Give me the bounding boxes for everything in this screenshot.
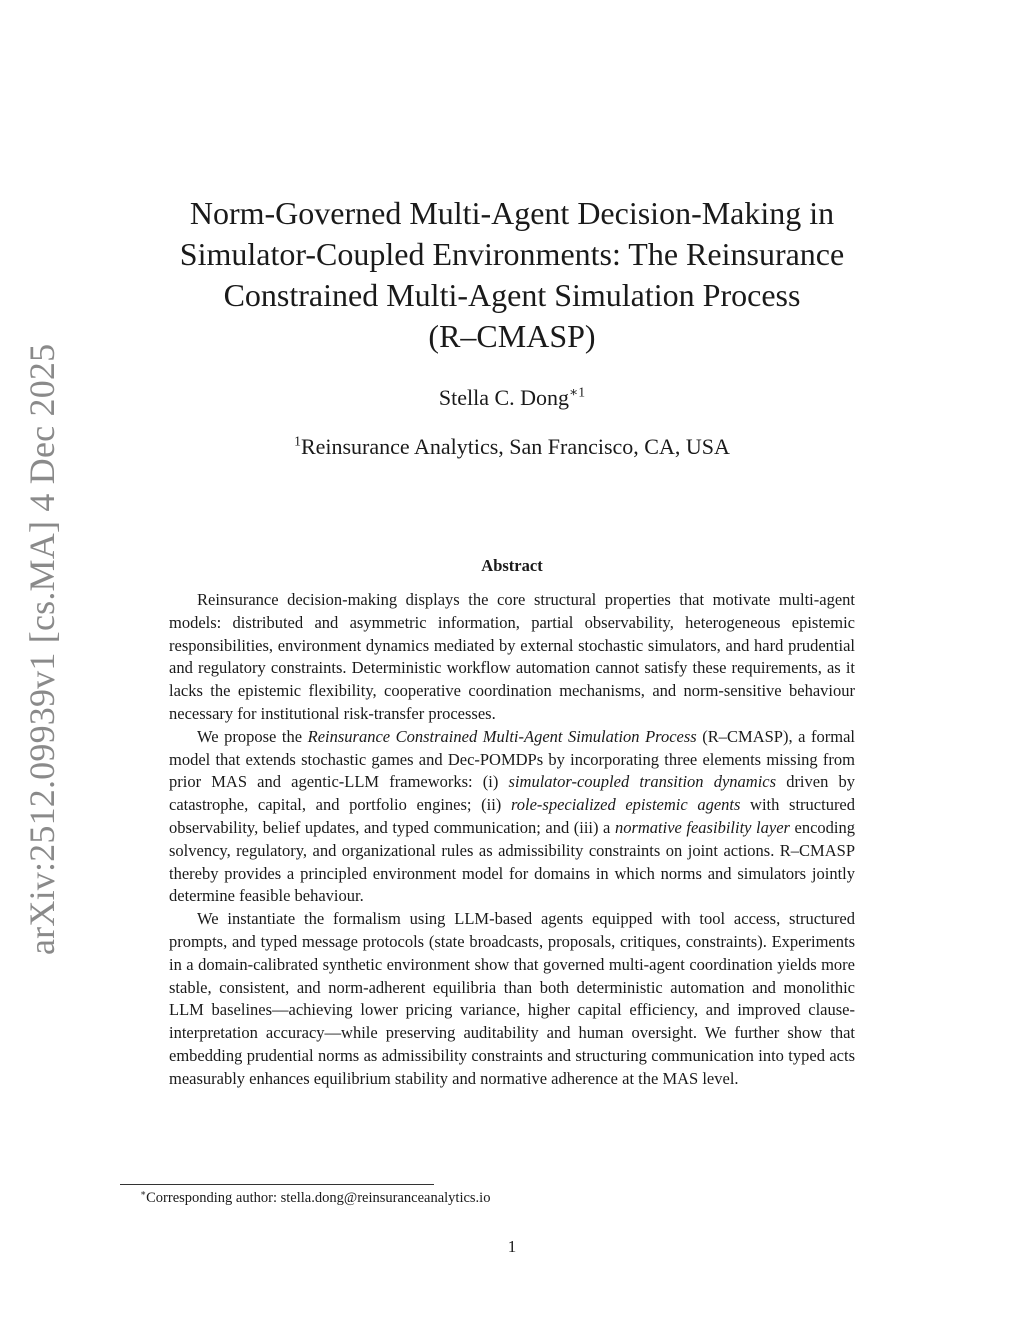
footnote-text: Corresponding author: stella.dong@reinsuranceanalytics.io — [146, 1190, 491, 1206]
italic-term: simulator-coupled transition dynamics — [508, 772, 777, 792]
abstract-paragraph-2 — [169, 726, 855, 908]
italic-term: normative feasibility layer — [614, 817, 790, 837]
title-line: (R–CMASP) — [428, 318, 596, 354]
abstract-heading: Abstract — [481, 556, 543, 575]
abstract-paragraph-1: Reinsurance decision-making displays the core structural properties that motivate multi-agent models: distributed and asymmetric information, partial observability, heterogeneous epistemic responsibilities, environment dynamics mediated by external stochastic simulators, and hard prudential and regulatory constraints. Deterministic workflow automation cannot satisfy these requirements, as it lacks the epistemic flexibility, cooperative coordination mechanisms, and norm-sensitive behaviour necessary for institutional risk-transfer processes. — [169, 590, 855, 723]
footnote-divider — [120, 1184, 434, 1185]
arxiv-identifier-stamp: arXiv:2512.09939v1 [cs.MA] 4 Dec 2025 — [22, 343, 62, 955]
abstract-paragraph-3: We instantiate the formalism using LLM-based agents equipped with tool access, structured prompts, and typed message protocols (state broadcasts, proposals, critiques, constraints). Experiments in a domain-calibrated synthetic environment show that governed multi-agent coordination yields more stable, consistent, and norm-adherent equilibria than both deterministic automation and monolithic LLM baselines—achieving lower pricing variance, higher capital efficiency, and improved clause-interpretation accuracy—while preserving auditability and human oversight. We further show that embedding prudential norms as admissibility constraints and structuring communication into typed acts measurably enhances equilibrium stability and normative adherence at the MAS level. — [169, 909, 855, 1088]
title-line: Simulator-Coupled Environments: The Reinsurance — [179, 236, 845, 272]
page-number: 1 — [507, 1237, 517, 1256]
affiliation-text: Reinsurance Analytics, San Francisco, CA, USA — [300, 434, 730, 459]
italic-term: Reinsurance Constrained Multi-Agent Simulation Process — [307, 726, 697, 746]
italic-term: role-specialized epistemic agents — [510, 795, 741, 815]
text-run: (R–CMASP), a formal model that extends stochastic games and Dec-POMDPs by incorporating three elements missing from prior MAS and agentic-LLM frameworks: (i) — [169, 726, 855, 792]
affiliation-mark: 1 — [294, 433, 301, 449]
text-run: We propose the — [197, 726, 308, 746]
author-marks: ∗1 — [569, 384, 586, 400]
footnote-mark: ∗ — [140, 1188, 147, 1199]
text-run: encoding solvency, regulatory, and organizational rules as admissibility constraints on joint actions. R–CMASP thereby provides a principled environment model for domains in which norms and simulators jointly determine feasible behaviour. — [169, 817, 855, 906]
affiliation-line — [112, 432, 912, 462]
abstract-body — [169, 589, 855, 1091]
author-name: Stella C. Dong — [438, 385, 570, 410]
author-line — [112, 383, 912, 413]
footnote — [140, 1188, 880, 1208]
paper-title — [112, 193, 912, 357]
title-line: Norm-Governed Multi-Agent Decision-Making in — [189, 195, 835, 231]
text-run: driven by catastrophe, capital, and portfolio engines; (ii) — [169, 772, 856, 815]
title-line: Constrained Multi-Agent Simulation Process — [223, 277, 801, 313]
text-run: with structured observability, belief updates, and typed communication; and (iii) a — [169, 795, 856, 837]
